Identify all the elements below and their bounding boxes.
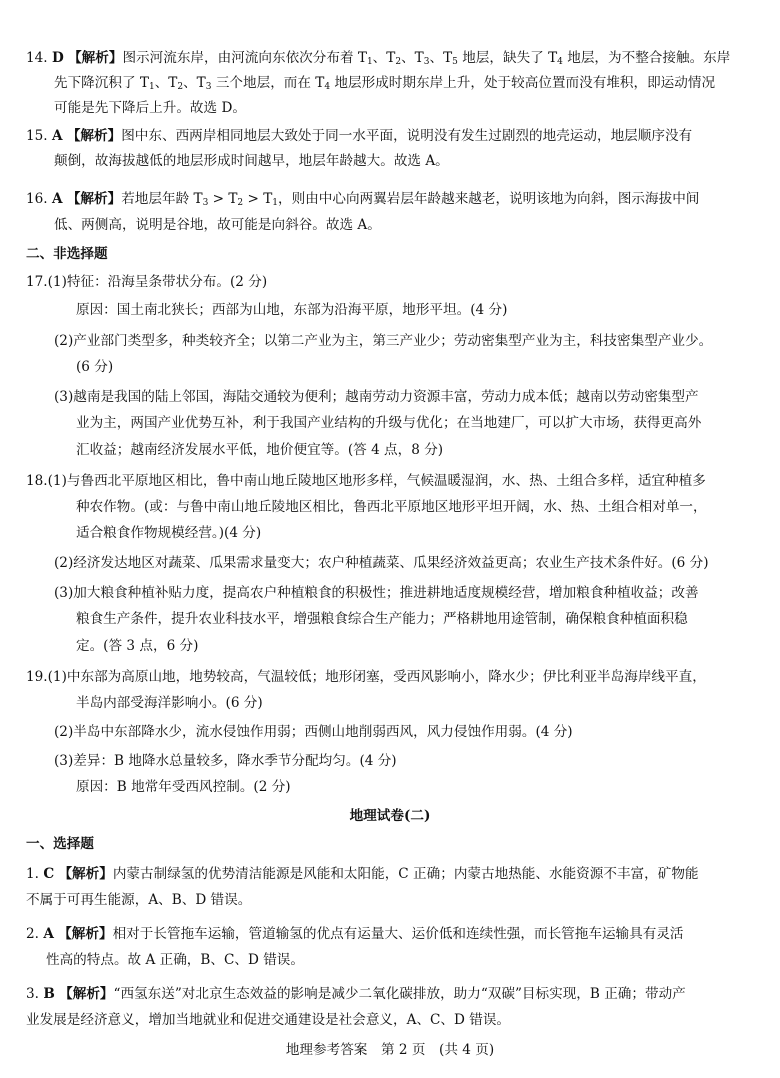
question-number: 17. xyxy=(26,274,48,290)
section-heading-nonchoice: 二、非选择题 xyxy=(26,246,108,262)
q18-line-1: 18.(1)与鲁西北平原地区相比，鲁中南山地丘陵地区地形多样，气候温暖湿润，水、热、土组合多样，适宜种植多 xyxy=(26,473,706,489)
question-number: 1. xyxy=(26,866,39,882)
p2-q2-line-1: 2. A 【解析】相对于长管拖车运输，管道输氢的优点有运量大、运价低和连续性强，而长管拖车运输具有灵活 xyxy=(26,926,684,942)
analysis-tag: 【解析】 xyxy=(68,50,123,66)
q18-line-4: (2)经济发达地区对蔬菜、瓜果需求量变大；农户种植蔬菜、瓜果经济效益更高；农业生产技术条件好。(6 分) xyxy=(54,555,709,571)
q17-line-3: (2)产业部门类型多，种类较齐全；以第二产业为主，第三产业少；劳动密集型产业为主，科技密集型产业少。 xyxy=(54,333,713,349)
analysis-tag: 【解析】 xyxy=(66,128,122,144)
q17-line-7: 汇收益；越南经济发展水平低，地价便宜等。(答 4 点，8 分) xyxy=(76,442,444,458)
q17-line-4: (6 分) xyxy=(76,359,114,375)
q19-line-3: (2)半岛中东部降水少，流水侵蚀作用弱；西侧山地削弱西风，风力侵蚀作用弱。(4 分) xyxy=(54,724,573,740)
analysis-tag: 【解析】 xyxy=(58,866,113,882)
answer-letter: C xyxy=(43,866,55,882)
p2-q1-line-1: 1. C 【解析】内蒙古制绿氢的优势清洁能源是风能和太阳能，C 正确；内蒙古地热能、水能资源不丰富，矿物能 xyxy=(26,866,699,882)
q14-line-2: 先下降沉积了 $T_1$、$T_2$、$T_3$ 三个地层，而在 $T_4$ 地层形成时期东岸上升，处于较高位置而没有堆积，即运动情况 xyxy=(54,75,716,92)
q18-line-2: 种农作物。(或：与鲁中南山地丘陵地区相比，鲁西北平原地区地形平坦开阔，水、热、土组合相对单一， xyxy=(76,499,707,515)
question-number: 16. xyxy=(26,191,48,207)
q17-line-6: 业为主，两国产业优势互补，利于我国产业结构的升级与优化；在当地建厂，可以扩大市场，获得更高外 xyxy=(76,415,702,431)
paper-2-title: 地理试卷(二) xyxy=(349,808,431,824)
q16-line-1: 16. A 【解析】若地层年龄 $T_3 > T_2 > T_1$，则由中心向两翼岩层年龄越来越老，说明该地为向斜，图示海拔中间 xyxy=(26,191,700,208)
question-number: 3. xyxy=(26,986,39,1002)
question-number: 19. xyxy=(26,669,48,685)
q15-line-1: 15. A 【解析】图中东、西两岸相同地层大致处于同一水平面，说明没有发生过剧烈的地壳运动，地层顺序没有 xyxy=(26,128,693,144)
q19-line-5: 原因：B 地常年受西风控制。(2 分) xyxy=(76,779,291,795)
q19-line-1: 19.(1)中东部为高原山地，地势较高，气温较低；地形闭塞，受西风影响小，降水少；伊比利亚半岛海岸线平直， xyxy=(26,669,706,685)
q18-line-7: 定。(答 3 点，6 分) xyxy=(76,638,199,654)
answer-letter: D xyxy=(51,50,64,66)
q18-line-5: (3)加大粮食种植补贴力度，提高农户种植粮食的积极性；推进耕地适度规模经营，增加粮食种植收益；改善 xyxy=(54,585,699,601)
section-heading-choice: 一、选择题 xyxy=(26,836,94,852)
p2-q1-line-2: 不属于可再生能源，A、B、D 错误。 xyxy=(26,892,252,908)
p2-q2-line-2: 性高的特点。故 A 正确，B、C、D 错误。 xyxy=(46,952,304,968)
page-footer: 地理参考答案 第 2 页 (共 4 页) xyxy=(285,1042,495,1058)
answer-letter: A xyxy=(51,191,63,207)
q19-line-4: (3)差异：B 地降水总量较多，降水季节分配均匀。(4 分) xyxy=(54,753,397,769)
q18-line-3: 适合粮食作物规模经营。)(4 分) xyxy=(76,525,262,541)
q18-line-6: 粮食生产条件，提升农业科技水平，增强粮食综合生产能力；严格耕地用途管制，确保粮食种植面积稳 xyxy=(76,611,688,627)
analysis-tag: 【解析】 xyxy=(58,926,113,942)
analysis-tag: 【解析】 xyxy=(59,986,114,1002)
q17-line-2: 原因：国土南北狭长；西部为山地，东部为沿海平原，地形平坦。(4 分) xyxy=(76,302,508,318)
q19-line-2: 半岛内部受海洋影响小。(6 分) xyxy=(76,695,263,711)
question-number: 14. xyxy=(26,50,48,66)
p2-q3-line-2: 业发展是经济意义，增加当地就业和促进交通建设是社会意义，A、C、D 错误。 xyxy=(26,1012,511,1028)
q17-line-5: (3)越南是我国的陆上邻国，海陆交通较为便利；越南劳动力资源丰富，劳动力成本低；越南以劳动密集型产 xyxy=(54,389,699,405)
p2-q3-line-1: 3. B 【解析】“西氢东送”对北京生态效益的影响是减少二氧化碳排放，助力“双碳”目标实现，B 正确；带动产 xyxy=(26,986,686,1002)
question-number: 15. xyxy=(26,128,48,144)
q17-line-1: 17.(1)特征：沿海呈条带状分布。(2 分) xyxy=(26,274,268,290)
q14-line-1: 14. D 【解析】图示河流东岸，由河流向东依次分布着 $T_1$、$T_2$、$T_3$、$T_5$ 地层，缺失了 $T_4$ 地层，为不整合接触。东岸 xyxy=(26,50,731,67)
q15-line-2: 颠倒，故海拔越低的地层形成时间越早，地层年龄越大。故选 A。 xyxy=(54,153,449,169)
question-number: 18. xyxy=(26,473,48,489)
q16-line-2: 低、两侧高，说明是谷地，故可能是向斜谷。故选 A。 xyxy=(54,217,381,233)
analysis-tag: 【解析】 xyxy=(66,191,122,207)
q14-line-3: 可能是先下降后上升。故选 D。 xyxy=(54,100,246,116)
answer-letter: A xyxy=(43,926,54,942)
question-number: 2. xyxy=(26,926,39,942)
answer-letter: A xyxy=(51,128,63,144)
answer-letter: B xyxy=(43,986,55,1002)
